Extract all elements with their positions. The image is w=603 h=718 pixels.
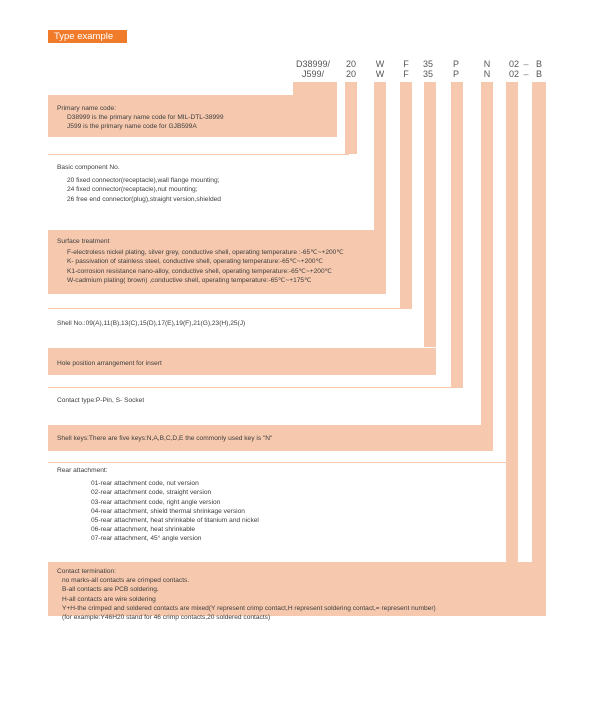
bar-keys [481,82,493,425]
section-shell-no [48,308,412,348]
shell-text: Shell No.:09(A),11(B),13(C),15(D),17(E),19(F),21(G),23(H),25(J) [57,320,246,327]
primary-line: J599 is the primary name code for GJB599A [67,123,197,131]
bar-hole [424,82,436,347]
basic-line: 24 fixed connector(receptacle),nut mounting; [67,186,198,194]
code-separator: – – [523,59,529,79]
rear-line: 05-rear attachment, heat shrinkable of titanium and nickel [91,517,259,525]
rear-title: Rear attachment: [57,467,108,474]
surface-title: Surface treatment [57,238,110,245]
basic-line: 20 fixed connector(receptacle),wall flange mounting; [67,177,220,185]
bar-surface [374,82,386,230]
bar-termination [532,82,546,562]
surface-line: K1-corrosion resistance nano-alloy, conductive shell, operating temperature:-65℃~+200℃ [67,267,333,275]
rear-line: 04-rear attachment, shield thermal shrinkage version [91,507,245,515]
code-contact: P P [452,59,459,79]
bar-contact [451,82,463,387]
section-basic-component [48,154,349,224]
section-contact-type [48,387,463,424]
code-hole: 35 35 [422,59,433,79]
bar-primary [293,82,337,95]
bar-basic [345,82,357,154]
surface-line: W-cadmium plating( brown) ,conductive shell, operating temperature:-65℃~+175℃ [67,276,312,284]
rear-line: 01-rear attachment code, nut version [91,480,199,488]
primary-line: D38999 is the primary name code for MIL-DTL-38999 [67,114,224,122]
bar-shell [400,82,412,308]
code-primary-bottom: J599/ [301,69,325,79]
termination-line: no marks-all contacts are crimped contacts. [62,577,190,585]
code-primary [288,59,338,79]
bar-rear [506,82,518,562]
rear-line: 02-rear attachment code, straight version [91,489,212,497]
section-shell-keys [48,425,493,451]
termination-title: Contact termination: [57,568,117,575]
basic-line: 26 free end connector(plug),straight version,shielded [67,195,221,203]
keys-text: Shell keys:There are five keys:N,A,B,C,D,E the commonly used key is "N" [57,435,273,442]
code-primary-top: D38999/ [295,59,331,69]
rear-line: 03-rear attachment code, right angle version [91,498,221,506]
section-contact-termination [48,562,546,622]
surface-line: K- passivation of stainless steel, conductive shell, operating temperature:-65℃~+200℃ [67,258,323,266]
section-surface-treatment [48,230,386,294]
section-hole-position [48,348,436,375]
rear-line: 06-rear attachment, heat shrinkable [91,526,196,534]
code-keys: N N [483,59,491,79]
termination-line: Y+H-the crimped and soldered contacts are mixed(Y represent crimp contact,H represent soldering contact,= represent number) [62,604,436,612]
contact-text: Contact type:P-Pin, S- Socket [57,397,145,404]
termination-line: B-all contacts are PCB soldering. [62,586,159,594]
primary-title: Primary name code: [57,105,116,112]
hole-text: Hole position arrangement for insert [57,360,162,367]
type-example-tag: Type example [48,30,127,43]
termination-line: H-all contacts are wire soldering [62,595,156,603]
section-rear-attachment [48,462,506,562]
code-basic: 20 20 [345,59,356,79]
basic-title: Basic component No. [57,164,120,171]
code-shell: F F [403,59,409,79]
surface-line: F-electroless nickel plating, silver grey, conductive shell, operating temperature :-65℃~+200℃ [67,249,344,257]
rear-line: 07-rear attachment, 45° angle version [91,535,202,543]
code-surface: W W [375,59,385,79]
termination-line: (for example:Y46H20 stand for 46 crimp contacts,20 soldered contacts) [62,614,271,622]
code-rear: 02 02 [508,59,519,79]
section-primary-name [48,95,337,137]
code-termination: B B [535,59,542,79]
